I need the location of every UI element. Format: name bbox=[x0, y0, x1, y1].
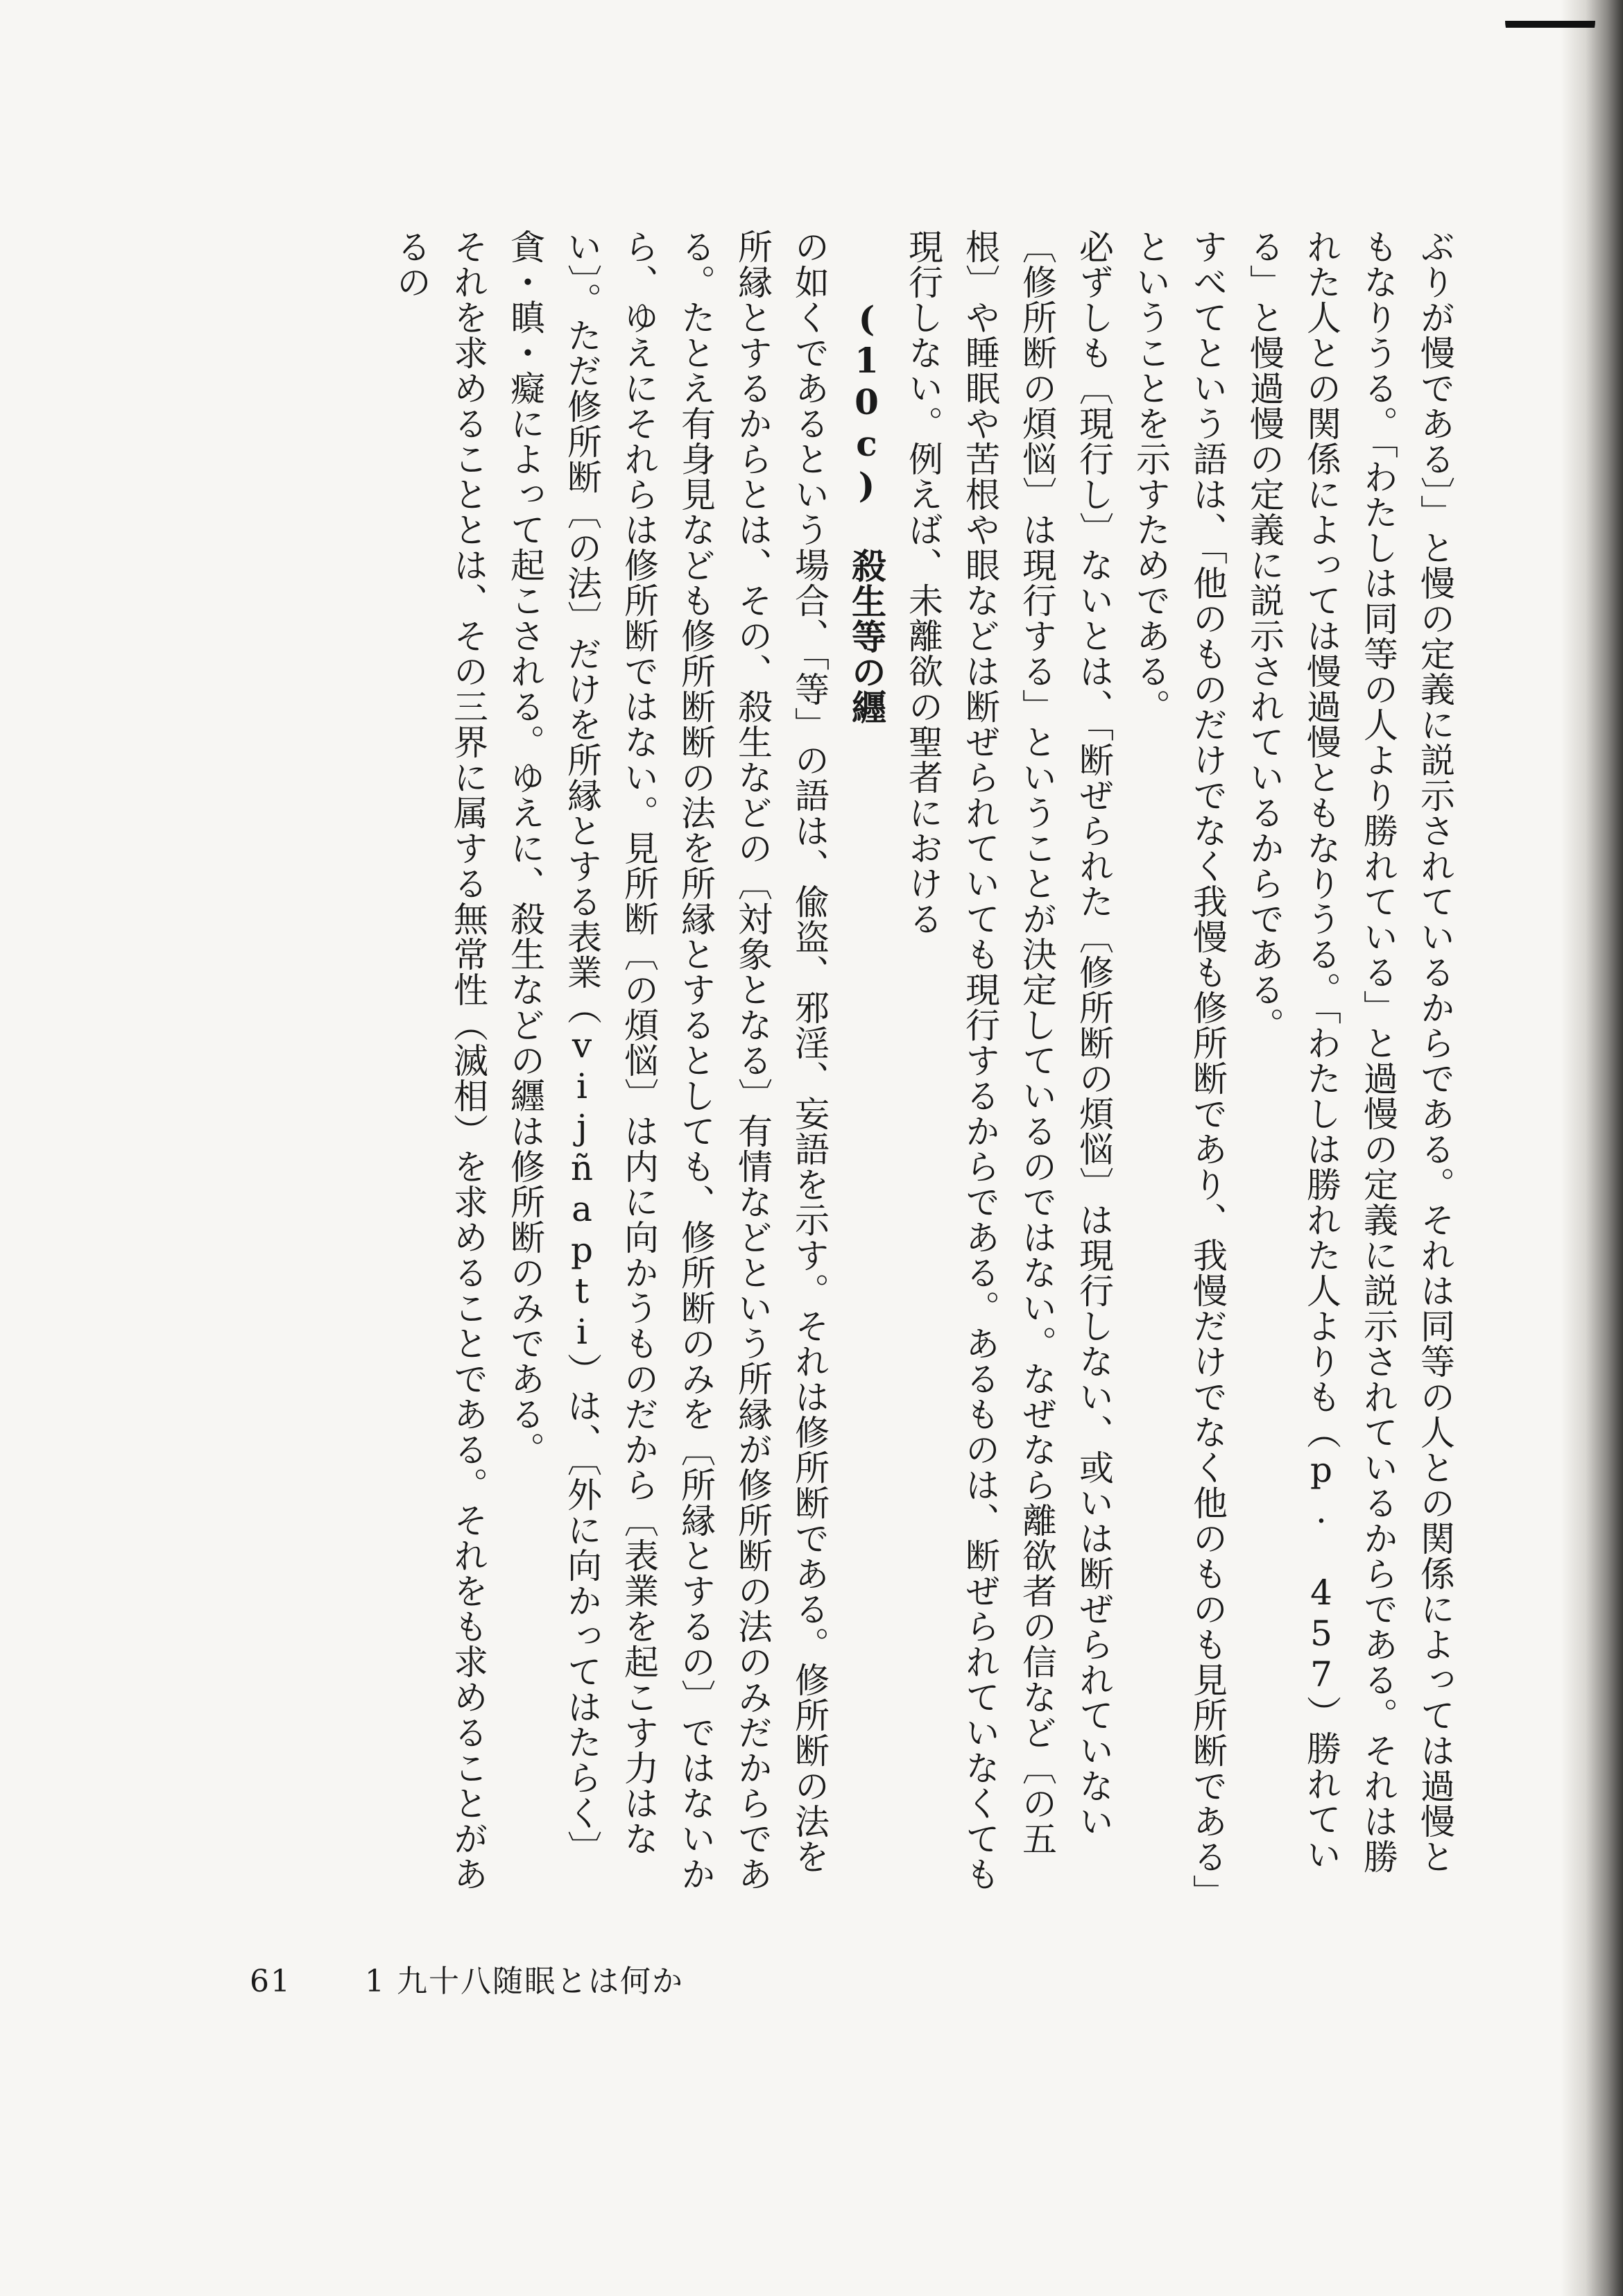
section-heading-10c: (10c) 殺生等の纒 bbox=[846, 298, 887, 725]
paragraph-1: ぶりが慢である〕」と慢の定義に説示されているからである。それは同等の人との関係によっては過慢ともなりうる。「わたしは同等の人より勝れている」と過慢の定義に説示されているからである。それは勝れた人との関係によっては慢過慢ともなりうる。「わたしは勝れた人よりも（p. 457）勝れている」と慢過慢の定義に説示されているからである。 bbox=[1244, 229, 1455, 1874]
paragraph-5: それを求めることとは、その三界に属する無常性（滅相）を求めることである。それをも求めることがあるの bbox=[391, 229, 488, 1892]
running-title: 1 九十八随眠とは何か bbox=[365, 1964, 684, 1999]
page-footer bbox=[250, 1956, 684, 2001]
page-edge-shadow bbox=[1561, 0, 1623, 2296]
paragraph-2: すべてという語は、「他のものだけでなく我慢も修所断であり、我慢だけでなく他のものも見所断である」ということを示すためである。 bbox=[1131, 229, 1228, 1892]
paragraph-3: 必ずしも〔現行し〕ないとは、「断ぜられた〔修所断の煩悩〕は現行しない、或いは断ぜられていない〔修所断の煩悩〕は現行する」ということが決定しているのではない。なぜなら離欲者の信など〔の五根〕や睡眠や苦根や眼などは断ぜられていても現行するからである。あるものは、断ぜられていなくても現行しない。例えば、未離欲の聖者における bbox=[903, 229, 1114, 1892]
body-text bbox=[62, 229, 1463, 1894]
paragraph-4: の如くであるという場合、「等」の語は、偸盗、邪淫、妄語を示す。それは修所断である。修所断の法を所縁とするからとは、その、殺生などの〔対象となる〕有情などという所縁が修所断の法のみだからである。たとえ有身見なども修所断断の法を所縁とするとしても、修所断のみを〔所縁とするの〕ではないから、ゆえにそれらは修所断ではない。見所断〔の煩悩〕は内に向かうものだから〔表業を起こす力はない〕。ただ修所断〔の法〕だけを所縁とする表業（vijñapti）は、〔外に向かってはたらく〕貪・瞋・癡によって起こされる。ゆえに、殺生などの纒は修所断のみである。 bbox=[505, 229, 830, 1892]
page-number: 61 bbox=[250, 1964, 291, 1999]
